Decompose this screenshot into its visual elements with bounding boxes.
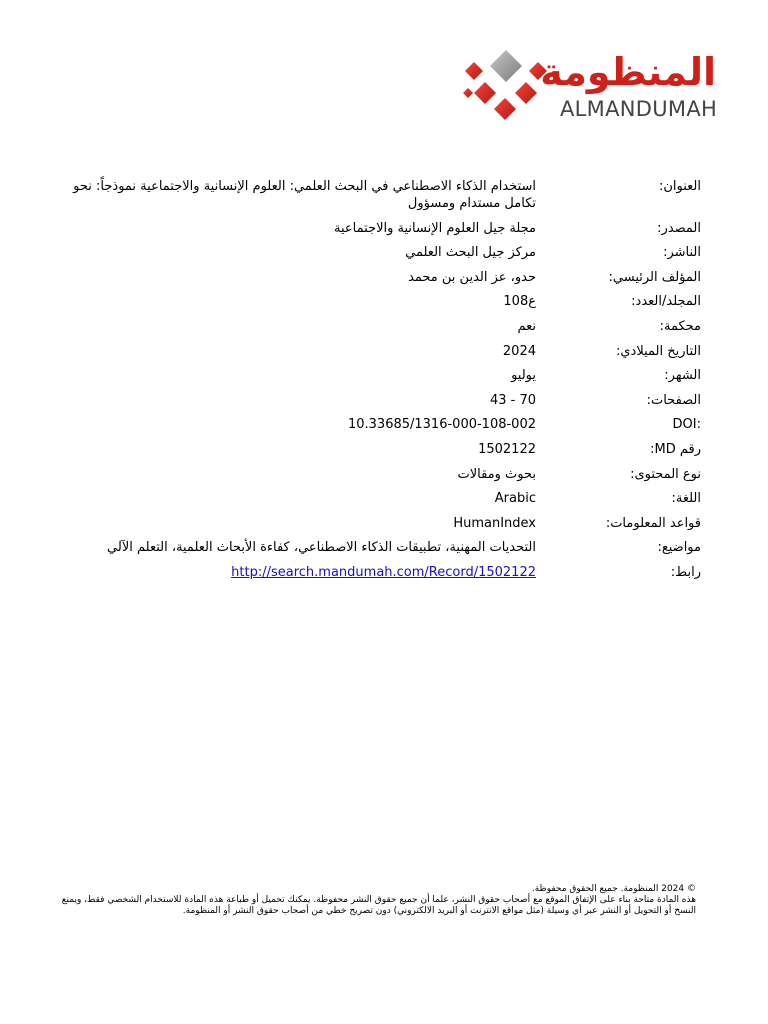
logo-diamond-gray [490, 50, 522, 82]
value-md-number: 1502122 [478, 441, 536, 457]
record-details [60, 178, 704, 589]
value-publisher: مركز جيل البحث العلمي [405, 245, 536, 261]
value-content-type: بحوث ومقالات [457, 466, 536, 482]
value-date: 2024 [502, 343, 536, 359]
value-link [60, 564, 536, 581]
doi-text: 10.33685/1316-000-108-002 [347, 417, 536, 433]
row-md-number [60, 441, 704, 458]
label-link: رابط: [670, 564, 701, 580]
row-publisher [60, 244, 704, 261]
label-doi [536, 416, 704, 433]
label-title: العنوان: [658, 179, 701, 194]
logo-diamond-red-small [463, 88, 473, 98]
label-subjects: مواضيع: [657, 540, 701, 556]
value-volume-issue: ع108 [503, 294, 536, 310]
row-subjects [60, 539, 704, 556]
copyright-line: © 2024 المنظومة. جميع الحقوق محفوظة. [531, 884, 696, 894]
row-main-author [60, 269, 704, 286]
row-content-type [60, 466, 704, 483]
label-publisher: الناشر: [663, 245, 701, 261]
value-databases: HumanIndex [453, 515, 536, 531]
copyright-notice: هذه المادة متاحة بناء على الإتفاق الموقع مع أصحاب حقوق النشر، علما أن جميع حقوق النشر محفوظة. يمكنك تحميل أو طباعة هذه المادة للاستخدام الشخصي فقط، ويمنع النسخ أو التحويل أو النشر عبر أي وسيلة (مثل مواقع الانترنت أو البريد الالكتروني) دون تصريح خطي من أصحاب حقوق النشر أو المنظومة. [61, 895, 696, 916]
row-link [60, 564, 704, 581]
value-title: استخدام الذكاء الاصطناعي في البحث العلمي: العلوم الإنسانية والاجتماعية نموذجاً: نحو تكامل مستدام ومسؤول [73, 179, 536, 211]
pages-text: 43 - 70 [489, 392, 536, 408]
value-subjects: التحديات المهنية، تطبيقات الذكاء الاصطناعي، كفاءة الأبحاث العلمية، التعلم الآلي [107, 540, 536, 556]
label-databases: قواعد المعلومات: [605, 515, 701, 531]
logo-arabic-text: المنظومة [540, 50, 716, 94]
value-peer-reviewed: نعم [517, 318, 536, 334]
label-content-type: نوع المحتوى: [630, 466, 701, 482]
logo-diamond-red-bottom [494, 98, 516, 120]
label-peer-reviewed: محكمة: [659, 318, 701, 334]
logo-diamond-red-right-mid [515, 82, 537, 104]
row-source [60, 220, 704, 237]
doi-label-text: DOI: [672, 417, 701, 433]
value-language: Arabic [494, 491, 536, 507]
almandumah-logo [458, 48, 718, 130]
row-volume-issue [60, 293, 704, 310]
row-peer-reviewed [60, 318, 704, 335]
label-main-author: المؤلف الرئيسي: [608, 269, 701, 285]
value-main-author: حدو، عز الدين بن محمد [408, 269, 536, 285]
logo-diamond-red-left-mid [474, 82, 496, 104]
row-databases [60, 515, 704, 532]
row-month [60, 367, 704, 384]
logo-diamond-red-left-top [465, 62, 483, 80]
label-source: المصدر: [657, 220, 701, 236]
value-source: مجلة جيل العلوم الإنسانية والاجتماعية [334, 220, 536, 236]
record-link[interactable]: http://search.mandumah.com/Record/1502122 [231, 564, 536, 580]
label-language: اللغة: [671, 491, 701, 507]
value-pages [60, 392, 536, 409]
row-doi [60, 416, 704, 433]
logo-latin-text: ALMANDUMAH [560, 97, 718, 121]
row-pages [60, 392, 704, 409]
label-pages: الصفحات: [646, 392, 701, 408]
label-month: الشهر: [664, 368, 701, 384]
row-language [60, 490, 704, 507]
label-md-number: رقم MD: [650, 441, 701, 457]
label-date: التاريخ الميلادي: [616, 343, 701, 359]
copyright-footer [52, 884, 696, 917]
row-title [60, 178, 704, 212]
row-date [60, 343, 704, 360]
value-month: يوليو [511, 368, 536, 384]
label-volume-issue: المجلد/العدد: [631, 294, 701, 310]
value-doi [60, 416, 536, 433]
